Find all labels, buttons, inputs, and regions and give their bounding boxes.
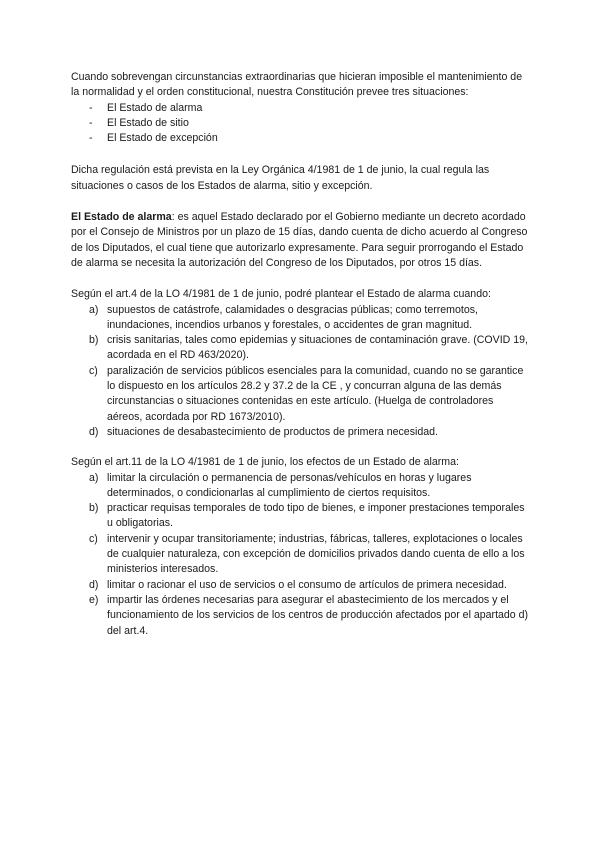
list-marker: b) xyxy=(89,502,99,515)
list-item xyxy=(71,501,531,532)
list-marker: d) xyxy=(89,578,99,591)
list-item-text: El Estado de alarma xyxy=(107,101,203,114)
list-marker: - xyxy=(89,132,93,145)
list-item-text: El Estado de sitio xyxy=(107,116,189,129)
list-marker: - xyxy=(89,116,93,129)
list-item xyxy=(71,116,531,131)
art4-paragraph: Según el art.4 de la LO 4/1981 de 1 de junio, podré plantear el Estado de alarma cuando: xyxy=(71,288,491,301)
list-item xyxy=(71,364,531,425)
definition-text: : es aquel Estado declarado por el Gobierno mediante un decreto acordado por el Consejo de Ministros por un plazo de 15 días, dando cuenta de dicho acuerdo al Congreso de los Diputados, el cual tiene que autorizarlo expresamente. Para seguir prorrogando el Estado de alarma se necesita la autorización del Congreso de los Diputados, por otros 15 días. xyxy=(71,211,528,269)
list-item xyxy=(71,425,531,440)
art11-list xyxy=(71,471,531,639)
definition-paragraph xyxy=(71,210,531,271)
list-item xyxy=(71,131,531,146)
list-item-text: situaciones de desabastecimiento de productos de primera necesidad. xyxy=(107,425,438,438)
list-item xyxy=(71,303,531,334)
art4-list xyxy=(71,303,531,441)
art11-paragraph: Según el art.11 de la LO 4/1981 de 1 de junio, los efectos de un Estado de alarma: xyxy=(71,456,459,469)
list-marker: a) xyxy=(89,471,99,484)
list-item-text: practicar requisas temporales de todo tipo de bienes, e imponer prestaciones temporales u obligatorias. xyxy=(107,502,525,530)
list-item xyxy=(71,593,531,639)
list-item-text: limitar la circulación o permanencia de personas/vehículos en horas y lugares determinados, o condicionarlas al cumplimiento de ciertos requisitos. xyxy=(107,471,472,499)
intro-paragraph: Cuando sobrevengan circunstancias extraordinarias que hicieran imposible el mantenimiento de la normalidad y el orden constitucional, nuestra Constitución prevee tres situaciones: xyxy=(71,71,523,99)
list-marker: c) xyxy=(89,532,98,545)
situations-list xyxy=(71,101,531,147)
definition-term: El Estado de alarma xyxy=(71,211,172,224)
list-item-text: supuestos de catástrofe, calamidades o desgracias públicas; como terremotos, inundaciones, incendios urbanos y forestales, o accidentes de gran magnitud. xyxy=(107,303,478,331)
list-item-text: limitar o racionar el uso de servicios o el consumo de artículos de primera necesidad. xyxy=(107,578,507,591)
list-marker: c) xyxy=(89,364,98,377)
document-page xyxy=(71,70,531,639)
list-marker: a) xyxy=(89,303,99,316)
list-item-text: El Estado de excepción xyxy=(107,132,218,145)
list-marker: e) xyxy=(89,593,99,606)
list-item xyxy=(71,471,531,502)
list-item xyxy=(71,333,531,364)
regulation-paragraph: Dicha regulación está prevista en la Ley Orgánica 4/1981 de 1 de junio, la cual regula las situaciones o casos de los Estados de alarma, sitio y excepción. xyxy=(71,164,490,192)
list-item-text: impartir las órdenes necesarias para asegurar el abastecimiento de los mercados y el funcionamiento de los servicios de los centros de producción afectados por el apartado d) del art.4. xyxy=(107,593,529,637)
list-item xyxy=(71,532,531,578)
list-marker: d) xyxy=(89,425,99,438)
list-marker: - xyxy=(89,101,93,114)
list-item xyxy=(71,578,531,593)
list-marker: b) xyxy=(89,334,99,347)
list-item-text: intervenir y ocupar transitoriamente; industrias, fábricas, talleres, explotaciones o locales de cualquier naturaleza, con excepción de domicilios privados dando cuenta de ello a los ministerios interesados. xyxy=(107,532,525,576)
list-item-text: crisis sanitarias, tales como epidemias y situaciones de contaminación grave. (COVID 19, acordada en el RD 463/2020). xyxy=(107,334,528,362)
list-item-text: paralización de servicios públicos esenciales para la comunidad, cuando no se garantice lo dispuesto en los artículos 28.2 y 37.2 de la CE , y concurran alguna de las demás circunstancias o situaciones contenidas en este artículo. (Huelga de controladores aéreos, acordada por RD 1673/2010). xyxy=(107,364,524,423)
list-item xyxy=(71,101,531,116)
